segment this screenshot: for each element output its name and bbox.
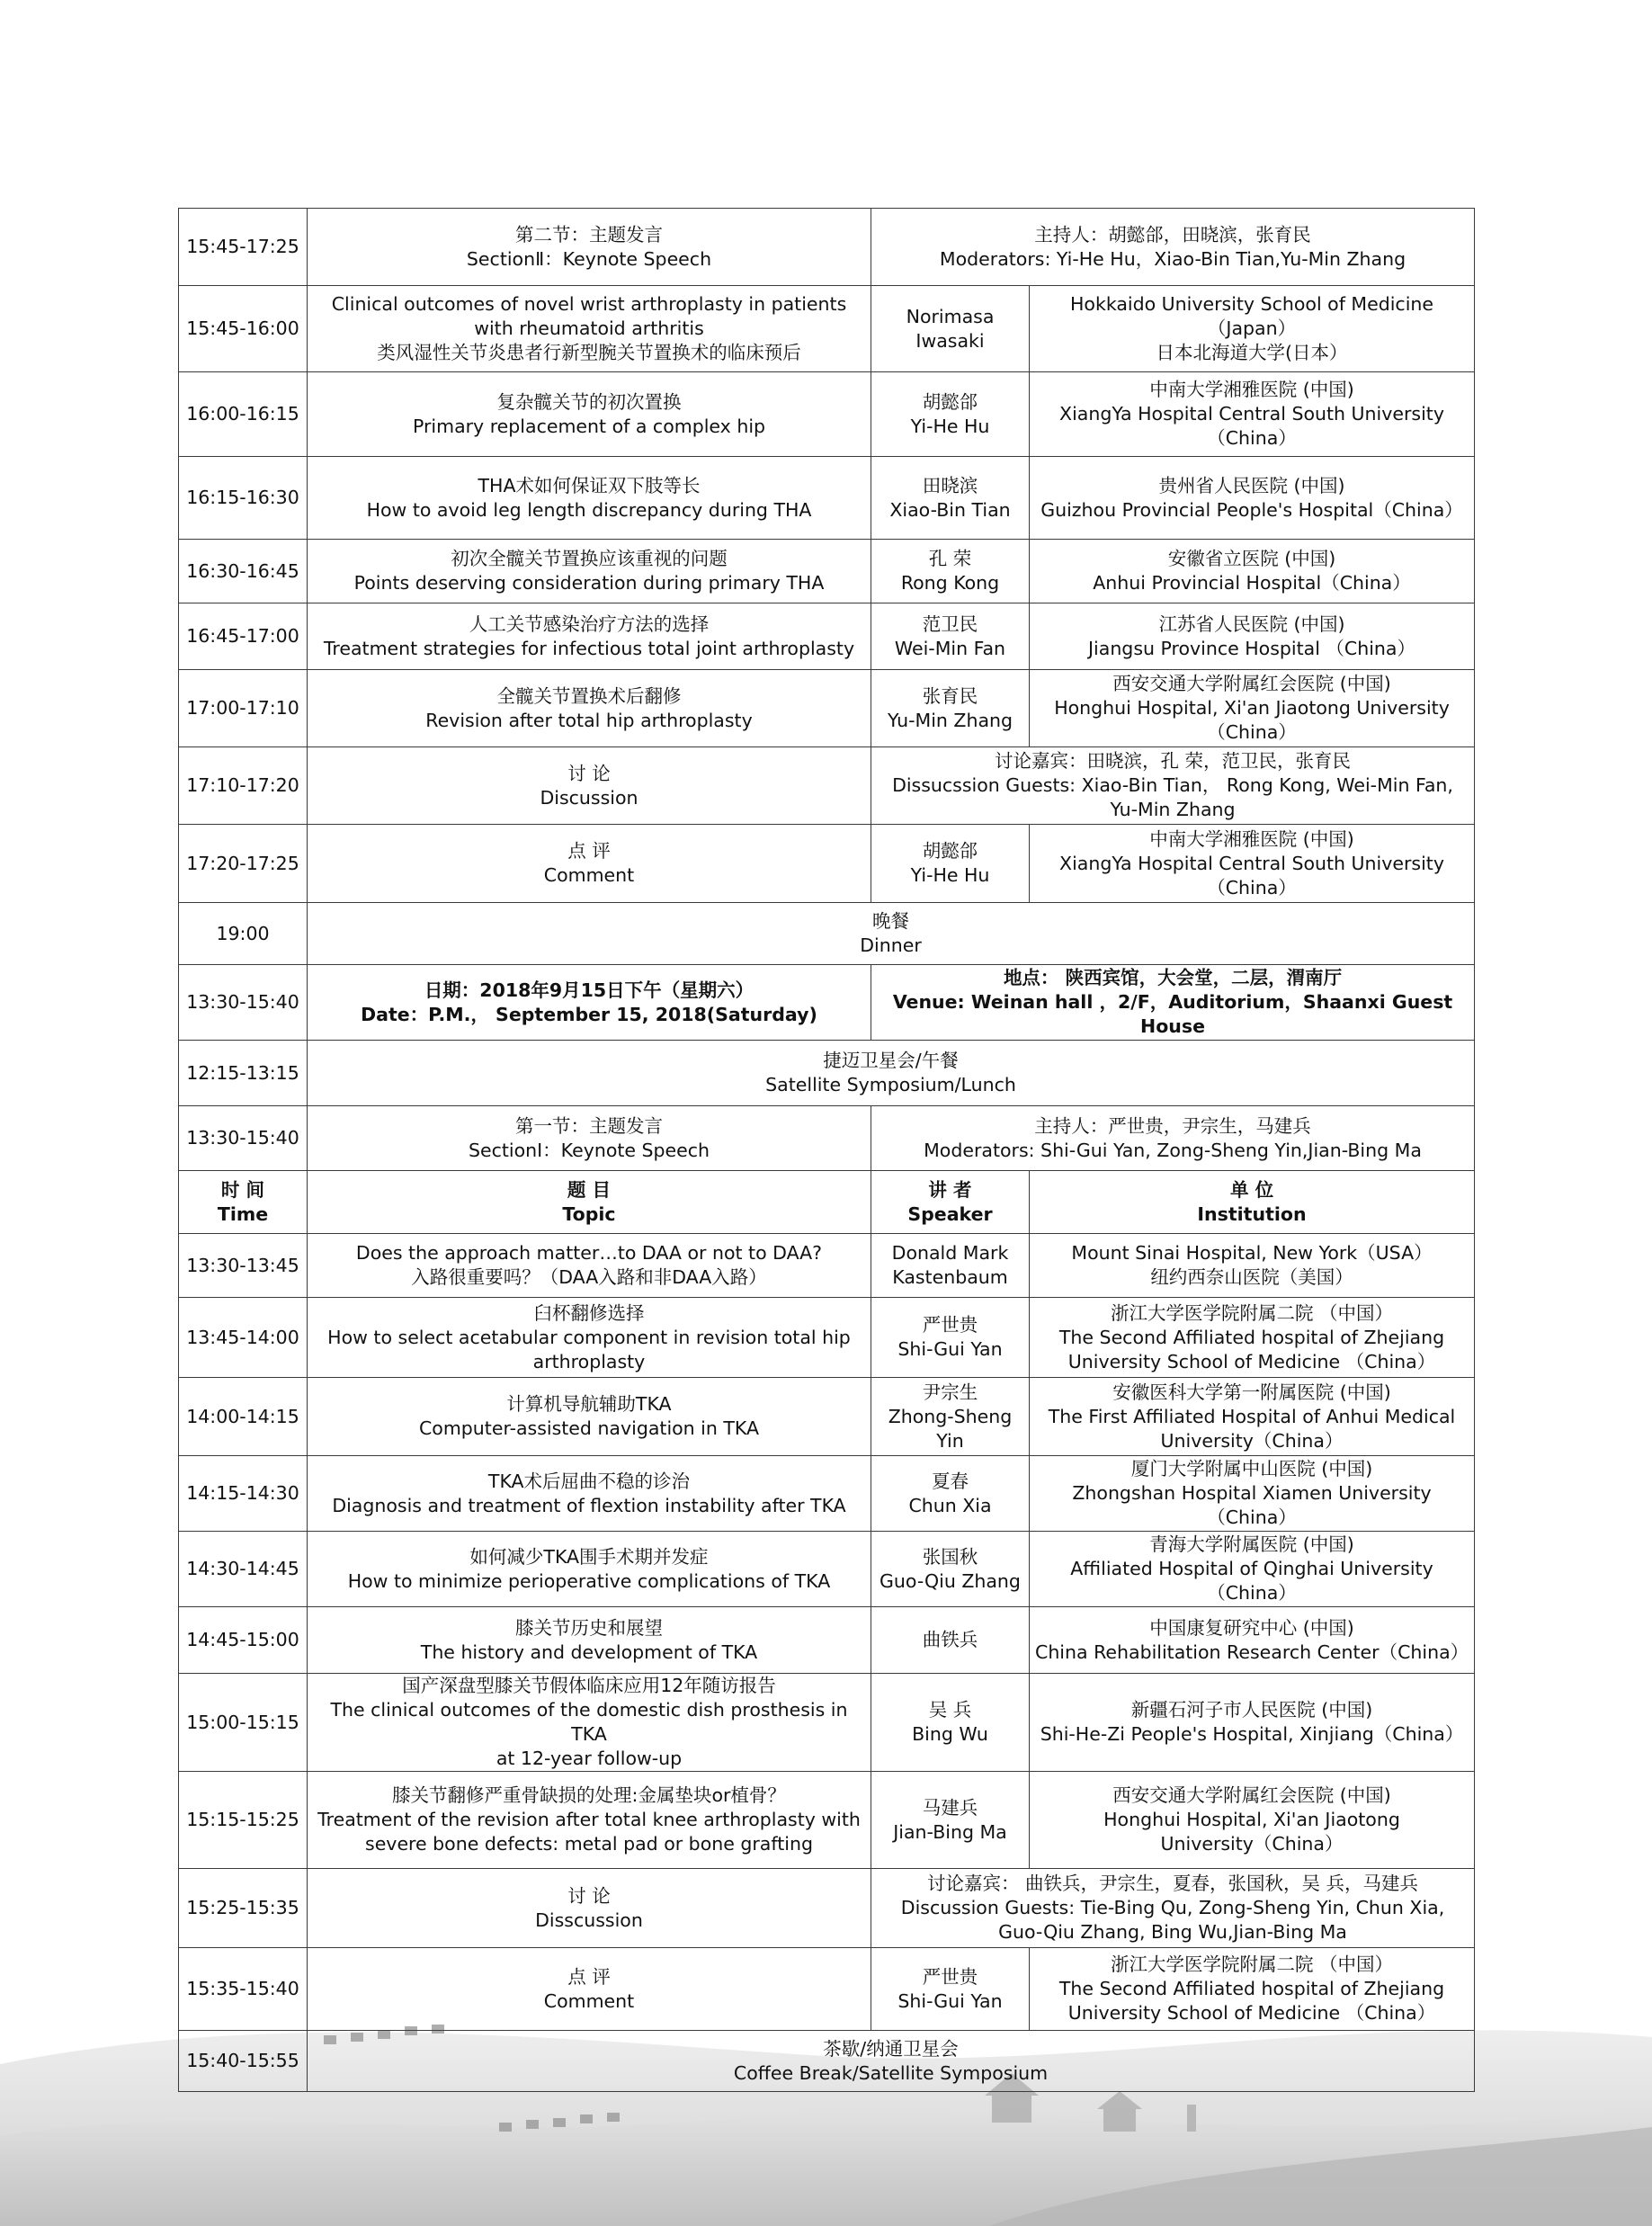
speaker-cell [871,457,1030,540]
time-cell: 14:15-14:30 [179,1456,308,1532]
header-time-line: Time [217,1202,269,1225]
topic-cell [308,1532,871,1607]
moderators-cell-line: 讨论嘉宾： 曲铁兵，尹宗生，夏春，张国秋，吴 兵，马建兵 [926,1873,1419,1894]
section-title-cell-line: 第二节：主题发言 [515,223,663,246]
date-cell-line: 日期：2018年9月15日下午（星期六） [424,979,755,1001]
header-speaker-line: Speaker [907,1202,993,1225]
institution-cell [1030,1948,1475,2031]
time-cell: 16:30-16:45 [179,540,308,603]
section-title-cell-line: 讨 论 [567,762,611,784]
speaker-cell-line: Yi-He Hu [910,864,990,886]
moderators-cell-line: 讨论嘉宾：田晓滨，孔 荣，范卫民，张育民 [995,750,1352,772]
time-cell: 12:15-13:15 [179,1041,308,1106]
break-cell-line: Coffee Break/Satellite Symposium [733,2061,1049,2084]
topic-cell-line: The history and development of TKA [420,1640,758,1663]
time-cell: 17:10-17:20 [179,747,308,825]
speaker-cell [871,1378,1030,1456]
topic-cell [308,1674,871,1772]
institution-cell [1030,1234,1475,1298]
institution-cell-line: Zhongshan Hospital Xiamen University（China） [1072,1482,1432,1528]
break-cell-line: Dinner [860,934,922,956]
venue-cell-line: Venue: Weinan hall ，2/F，Auditorium，Shaanxi Guest House [892,991,1453,1037]
speaker-cell [871,1234,1030,1298]
moderators-cell-line: Moderators: Shi-Gui Yan, Zong-Sheng Yin,Jian-Bing Ma [924,1139,1422,1161]
speaker-cell-line: Yu-Min Zhang [887,709,1014,731]
speaker-cell [871,1772,1030,1869]
moderators-cell-line: Discussion Guests: Tie-Bing Qu, Zong-Sheng Yin, Chun Xia, [900,1897,1445,1918]
speaker-cell-line: Yi-He Hu [910,415,990,437]
moderators-cell-line: Moderators: Yi-He Hu，Xiao-Bin Tian,Yu-Min Zhang [939,247,1406,270]
institution-cell-line: 西安交通大学附属红会医院 (中国) [1112,673,1391,694]
institution-cell-line: Anhui Provincial Hospital（China） [1093,572,1411,594]
institution-cell [1030,1674,1475,1772]
institution-cell-line: The Second Affiliated hospital of Zhejiang [1058,1978,1445,1999]
institution-cell-line: University School of Medicine （China） [1067,2002,1436,2024]
speaker-cell [871,372,1030,457]
institution-cell-line: 中国康复研究中心 (中国) [1149,1616,1354,1639]
institution-cell-line: 中南大学湘雅医院 (中国) [1149,827,1354,850]
moderators-cell-line: Yu-Min Zhang [1110,799,1236,820]
topic-cell-line: Does the approach matter…to DAA or not to DAA? [355,1242,823,1264]
column-header-row [179,1171,1475,1234]
venue-cell [871,965,1475,1041]
topic-cell [308,1234,871,1298]
time-cell: 14:00-14:15 [179,1378,308,1456]
institution-cell-line: Honghui Hospital, Xi'an Jiaotong [1103,1809,1400,1830]
break-row [179,903,1475,965]
topic-cell [308,825,871,903]
topic-cell-line: 国产深盘型膝关节假体临床应用12年随访报告 [402,1675,776,1696]
institution-cell-line: XiangYa Hospital Central South University [1059,403,1444,425]
topic-cell-line: How to avoid leg length discrepancy during THA [366,498,812,521]
topic-cell [308,457,871,540]
talk-row [179,1772,1475,1869]
talk-row [179,1674,1475,1772]
institution-cell-line: Guizhou Provincial People's Hospital（China） [1040,498,1463,521]
speaker-cell-line: Donald Mark [891,1242,1009,1264]
section-title-cell-line: Discussion [540,786,638,809]
speaker-cell [871,540,1030,603]
speaker-cell-line: Wei-Min Fan [894,637,1006,659]
time-cell: 15:45-17:25 [179,209,308,286]
header-topic-line: 题 目 [567,1178,612,1201]
topic-cell-line: at 12-year follow-up [496,1748,683,1769]
institution-cell [1030,825,1475,903]
institution-cell-line: The Second Affiliated hospital of Zhejiang [1058,1326,1445,1348]
talk-row [179,1948,1475,2031]
speaker-cell-line: 吴 兵 [928,1699,972,1721]
institution-cell [1030,603,1475,670]
moderators-cell [871,1869,1475,1948]
section-row [179,1106,1475,1171]
institution-cell-line: 新疆石河子市人民医院 (中国) [1130,1699,1373,1721]
institution-cell-line: The First Affiliated Hospital of Anhui Medical [1048,1405,1456,1427]
speaker-cell [871,1456,1030,1532]
break-cell [308,903,1475,965]
speaker-cell-line: 范卫民 [922,612,978,635]
institution-cell-line: 浙江大学医学院附属二院 （中国） [1111,1301,1394,1324]
institution-cell-line: Hokkaido University School of Medicine [1069,293,1434,315]
moderators-cell-line: Dissucssion Guests: Xiao-Bin Tian， Rong Kong, Wei-Min Fan, [892,774,1453,796]
section-title-cell [308,1106,871,1171]
topic-cell-line: 复杂髋关节的初次置换 [496,390,682,413]
institution-cell-line: 贵州省人民医院 (中国) [1158,474,1345,496]
section-row [179,209,1475,286]
moderators-cell [871,747,1475,825]
moderators-cell-line: 主持人：严世贵，尹宗生，马建兵 [1034,1114,1311,1137]
time-cell: 13:30-13:45 [179,1234,308,1298]
time-cell: 15:35-15:40 [179,1948,308,2031]
time-cell: 13:45-14:00 [179,1298,308,1378]
topic-cell-line: 全髋关节置换术后翻修 [496,684,682,707]
break-cell-line: Satellite Symposium/Lunch [765,1074,1016,1095]
topic-cell-line: 点 评 [567,1965,611,1988]
break-row [179,2031,1475,2092]
talk-row [179,1298,1475,1378]
institution-cell-line: Affiliated Hospital of Qinghai University [1070,1558,1433,1579]
section-title-cell-line: 第一节：主题发言 [515,1114,663,1137]
topic-cell [308,1298,871,1378]
topic-cell-line: Clinical outcomes of novel wrist arthroplasty in patients with rheumatoid arthritis [331,293,847,339]
moderators-cell-line: Guo-Qiu Zhang, Bing Wu,Jian-Bing Ma [998,1921,1347,1943]
topic-cell [308,1948,871,2031]
institution-cell-line: Shi-He-Zi People's Hospital, Xinjiang（China） [1040,1723,1464,1745]
talk-row [179,670,1475,747]
topic-cell-line: 臼杯翻修选择 [533,1301,645,1324]
speaker-cell-line: Guo-Qiu Zhang [880,1569,1021,1592]
speaker-cell-line: 马建兵 [922,1796,978,1819]
topic-cell-line: 计算机导航辅助TKA [506,1393,672,1415]
speaker-cell-line: 孔 荣 [928,548,972,569]
schedule-table [178,208,1475,2092]
section-title-cell-line: Disscussion [535,1909,643,1931]
time-cell: 19:00 [179,903,308,965]
speaker-cell-line: 严世贵 [922,1314,978,1336]
institution-cell-line: 纽约西奈山医院（美国） [1150,1266,1353,1288]
institution-cell-line: China Rehabilitation Research Center（China） [1035,1640,1469,1663]
talk-row [179,1378,1475,1456]
talk-row [179,825,1475,903]
institution-cell [1030,670,1475,747]
topic-cell [308,540,871,603]
topic-cell [308,1456,871,1532]
topic-cell-line: Diagnosis and treatment of flextion instability after TKA [332,1494,846,1516]
talk-row [179,457,1475,540]
section-title-cell-line: 讨 论 [567,1884,611,1907]
speaker-cell [871,1532,1030,1607]
speaker-cell-line: Xiao-Bin Tian [889,498,1011,521]
section-title-cell [308,209,871,286]
break-row [179,1041,1475,1106]
institution-cell [1030,1607,1475,1674]
talk-row [179,540,1475,603]
topic-cell-line: How to select acetabular component in revision total hip arthroplasty [327,1326,851,1372]
institution-cell-line: 青海大学附属医院 (中国) [1149,1533,1354,1555]
speaker-cell-line: 尹宗生 [922,1381,978,1403]
institution-cell-line: XiangYa Hospital Central South University [1059,852,1444,874]
topic-cell-line: Points deserving consideration during primary THA [353,572,825,594]
speaker-cell-line: 田晓滨 [922,474,978,496]
speaker-cell [871,1607,1030,1674]
time-cell: 15:25-15:35 [179,1869,308,1948]
time-cell: 16:45-17:00 [179,603,308,670]
topic-cell-line: 点 评 [567,840,611,862]
speaker-cell-line: 严世贵 [922,1965,978,1988]
speaker-cell [871,286,1030,372]
topic-cell [308,670,871,747]
speaker-cell [871,1948,1030,2031]
topic-cell-line: 初次全髋关节置换应该重视的问题 [451,548,728,569]
topic-cell-line: How to minimize perioperative complications of TKA [347,1569,831,1592]
speaker-cell-line: 曲铁兵 [922,1629,978,1650]
institution-cell [1030,540,1475,603]
header-time-line: 时 间 [220,1178,265,1201]
topic-cell-line: Primary replacement of a complex hip [412,415,766,437]
topic-cell-line: 如何减少TKA围手术期并发症 [469,1545,709,1568]
institution-cell-line: 厦门大学附属中山医院 (中国) [1130,1458,1373,1480]
institution-cell-line: （China） [1207,876,1297,898]
talk-row [179,1456,1475,1532]
header-topic-line: Topic [562,1202,616,1225]
topic-cell [308,603,871,670]
institution-cell-line: 安徽医科大学第一附属医院 (中国) [1112,1381,1391,1403]
section-title-cell-line: SectionⅠ：Keynote Speech [468,1139,710,1161]
speaker-cell-line: Shi-Gui Yan [897,1338,1003,1360]
speaker-cell-line: Yin [936,1429,964,1452]
moderators-cell [871,209,1475,286]
institution-cell [1030,1378,1475,1456]
topic-cell-line: 膝关节历史和展望 [515,1616,663,1639]
header-institution [1030,1171,1475,1234]
break-cell [308,1041,1475,1106]
talk-row [179,603,1475,670]
institution-cell [1030,1772,1475,1869]
speaker-cell-line: 胡懿郃 [922,390,978,413]
institution-cell-line: （China） [1207,1582,1297,1604]
speaker-cell-line: Bing Wu [912,1723,988,1745]
time-cell: 15:45-16:00 [179,286,308,372]
header-institution-line: Institution [1197,1202,1307,1225]
institution-cell [1030,286,1475,372]
topic-cell [308,286,871,372]
institution-cell-line: 西安交通大学附属红会医院 (中国) [1112,1784,1391,1806]
speaker-cell-line: Jian-Bing Ma [893,1820,1007,1843]
topic-cell [308,1607,871,1674]
topic-cell-line: Revision after total hip arthroplasty [425,709,753,731]
topic-cell-line: 类风湿性关节炎患者行新型腕关节置换术的临床预后 [377,342,801,363]
moderators-cell-line: 主持人：胡懿郃，田晓滨，张育民 [1034,223,1311,246]
time-cell: 16:00-16:15 [179,372,308,457]
institution-cell [1030,1456,1475,1532]
section-title-cell [308,1869,871,1948]
header-speaker-line: 讲 者 [928,1178,972,1201]
topic-cell-line: 入路很重要吗？（DAA入路和非DAA入路） [411,1266,767,1288]
day-header-row [179,965,1475,1041]
institution-cell-line: 浙江大学医学院附属二院 （中国） [1111,1953,1394,1975]
speaker-cell-line: 张国秋 [922,1545,978,1568]
venue-cell-line: 地点： 陕西宾馆，大会堂，二层，渭南厅 [1003,967,1343,988]
topic-cell-line: Treatment strategies for infectious total joint arthroplasty [323,637,855,659]
institution-cell [1030,372,1475,457]
time-cell: 17:00-17:10 [179,670,308,747]
speaker-cell-line: 胡懿郃 [922,840,978,862]
speaker-cell-line: Zhong-Sheng [888,1405,1013,1427]
topic-cell-line: TKA术后屈曲不稳的诊治 [487,1470,691,1492]
time-cell: 15:15-15:25 [179,1772,308,1869]
institution-cell-line: University（China） [1160,1429,1344,1452]
speaker-cell [871,1674,1030,1772]
time-cell: 13:30-15:40 [179,965,308,1041]
institution-cell [1030,457,1475,540]
header-institution-line: 单 位 [1229,1178,1274,1201]
speaker-cell-line: Rong Kong [900,572,1000,594]
institution-cell-line: （Japan） [1207,317,1297,339]
topic-cell-line: Comment [543,864,635,886]
talk-row [179,1532,1475,1607]
topic-cell [308,372,871,457]
topic-cell-line: Treatment of the revision after total knee arthroplasty with [317,1809,861,1830]
topic-cell-line: THA术如何保证双下肢等长 [478,474,701,496]
time-cell: 16:15-16:30 [179,457,308,540]
time-cell: 17:20-17:25 [179,825,308,903]
institution-cell-line: University（China） [1160,1833,1344,1855]
institution-cell-line: 江苏省人民医院 (中国) [1158,612,1345,635]
institution-cell-line: （China） [1207,721,1297,743]
time-cell: 15:00-15:15 [179,1674,308,1772]
institution-cell-line: Jiangsu Province Hospital （China） [1088,637,1415,659]
speaker-cell [871,825,1030,903]
speaker-cell-line: 张育民 [922,684,978,707]
topic-cell-line: 人工关节感染治疗方法的选择 [469,612,710,635]
speaker-cell-line: 夏春 [932,1470,969,1492]
section-title-cell [308,747,871,825]
speaker-cell-line: Iwasaki [915,329,985,352]
break-cell-line: 晚餐 [872,910,909,932]
speaker-cell-line: Norimasa [906,305,995,327]
date-cell [308,965,871,1041]
section-row [179,1869,1475,1948]
institution-cell [1030,1298,1475,1378]
institution-cell-line: （China） [1207,427,1297,449]
talk-row [179,286,1475,372]
moderators-cell [871,1106,1475,1171]
speaker-cell [871,670,1030,747]
speaker-cell-line: Kastenbaum [892,1266,1008,1288]
institution-cell-line: 日本北海道大学(日本） [1156,342,1348,363]
talk-row [179,1234,1475,1298]
section-title-cell-line: SectionⅡ：Keynote Speech [466,247,712,270]
topic-cell [308,1772,871,1869]
institution-cell-line: Honghui Hospital, Xi'an Jiaotong University [1054,697,1450,719]
topic-cell-line: The clinical outcomes of the domestic dish prosthesis in TKA [330,1699,848,1745]
header-speaker [871,1171,1030,1234]
institution-cell-line: 安徽省立医院 (中国) [1167,548,1336,569]
time-cell: 13:30-15:40 [179,1106,308,1171]
talk-row [179,372,1475,457]
talk-row [179,1607,1475,1674]
institution-cell [1030,1532,1475,1607]
break-cell-line: 捷迈卫星会/午餐 [823,1050,959,1071]
date-cell-line: Date：P.M.， September 15, 2018(Saturday) [361,1003,817,1025]
institution-cell-line: 中南大学湘雅医院 (中国) [1149,379,1354,400]
speaker-cell [871,1298,1030,1378]
topic-cell-line: severe bone defects: metal pad or bone grafting [365,1833,813,1855]
time-cell: 14:30-14:45 [179,1532,308,1607]
institution-cell-line: Mount Sinai Hospital, New York（USA） [1071,1242,1433,1264]
topic-cell-line: Comment [543,1989,635,2012]
institution-cell-line: University School of Medicine （China） [1067,1350,1436,1372]
speaker-cell-line: Chun Xia [908,1494,992,1516]
time-cell: 15:40-15:55 [179,2031,308,2092]
speaker-cell [871,603,1030,670]
topic-cell [308,1378,871,1456]
topic-cell-line: Computer-assisted navigation in TKA [418,1417,760,1439]
time-cell: 14:45-15:00 [179,1607,308,1674]
speaker-cell-line: Shi-Gui Yan [897,1989,1003,2012]
section-row [179,747,1475,825]
break-cell [308,2031,1475,2092]
break-cell-line: 茶歇/纳通卫星会 [823,2037,959,2060]
topic-cell-line: 膝关节翻修严重骨缺损的处理:金属垫块or植骨？ [392,1784,786,1806]
header-time [179,1171,308,1234]
header-topic [308,1171,871,1234]
